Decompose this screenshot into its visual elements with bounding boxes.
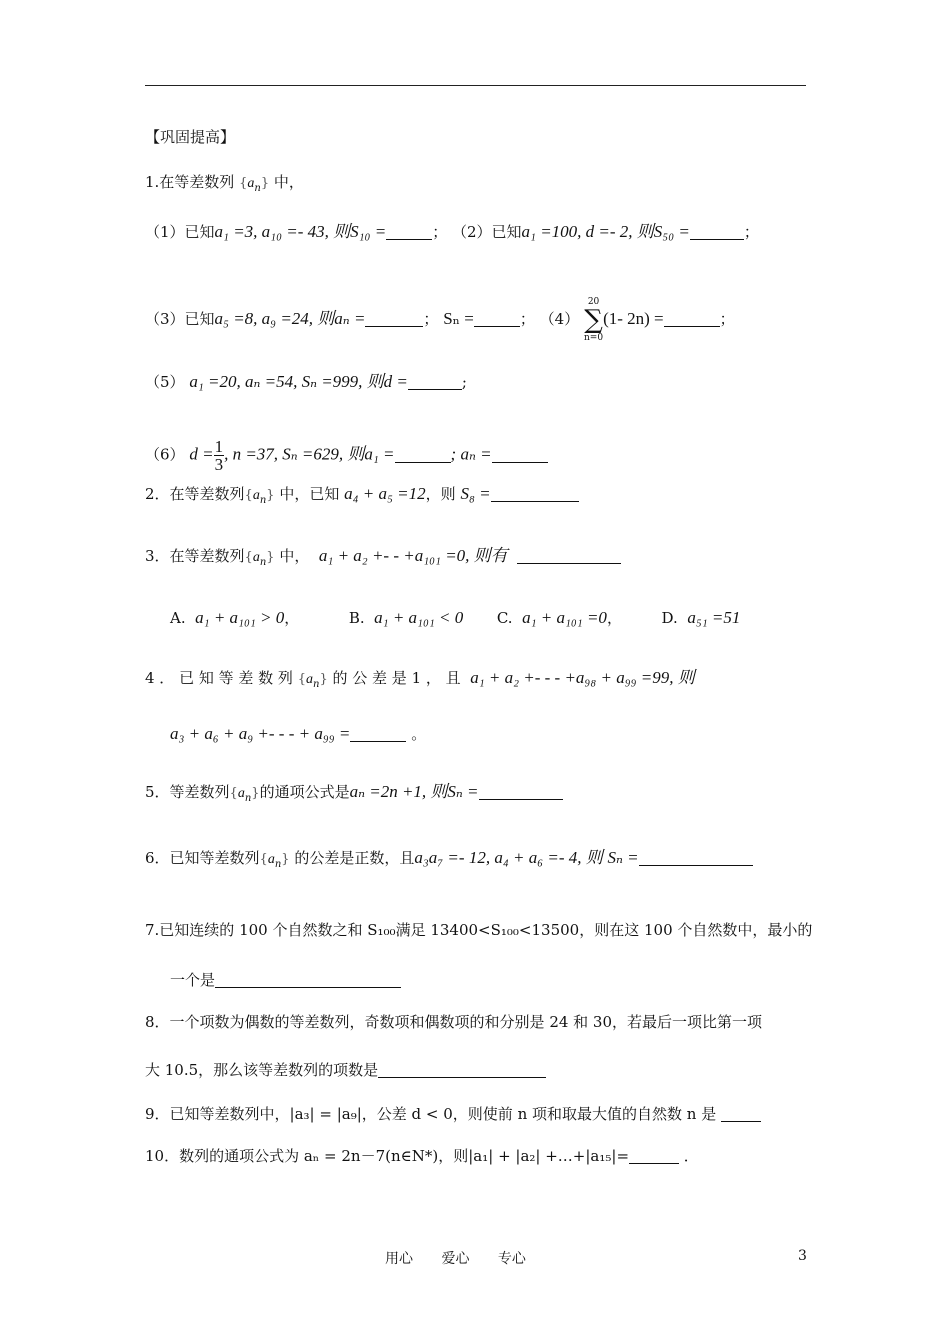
question-4-line-2: a₃ + a₆ + a₉ +- - - + a₉₉ = 。 — [170, 724, 427, 743]
answer-blank[interactable] — [664, 312, 720, 327]
answer-blank[interactable] — [721, 1107, 761, 1122]
question-1-part-3-4: （3）已知a₅ =8, a₉ =24, 则aₙ = ； Sₙ = ； （4） 20 ∑ n=0 (1- 2n) = ； — [145, 297, 735, 343]
option-c[interactable]: C. a₁ + a₁₀₁ =0， — [496, 608, 622, 627]
question-3: 3．在等差数列$\{a_n\}$ 中， a₁ + a₂ +- - +a₁₀₁ =0, 则有 — [145, 546, 621, 568]
answer-blank[interactable] — [492, 448, 548, 463]
answer-blank[interactable] — [395, 448, 451, 463]
question-1-part-6: （6） d = $\frac{1}{3}$, n =37, Sₙ =629, 则a₁ = ; aₙ = — [145, 438, 548, 473]
answer-blank[interactable] — [350, 727, 406, 742]
page-number: 3 — [798, 1248, 807, 1264]
answer-blank[interactable] — [629, 1149, 679, 1164]
answer-blank[interactable] — [690, 225, 744, 240]
question-5: 5．等差数列$\{a_n\}$的通项公式是aₙ =2n +1, 则Sₙ = — [145, 782, 563, 804]
summation-symbol: 20 ∑ n=0 — [584, 297, 604, 343]
question-7-line-2: 一个是 — [170, 970, 401, 990]
question-8: 8．一个项数为偶数的等差数列，奇数项和偶数项的和分别是 24 和 30，若最后一项比第一项 — [145, 1013, 763, 1031]
answer-blank[interactable] — [378, 1063, 546, 1078]
option-d[interactable]: D. a₅₁ =51 — [661, 608, 741, 627]
answer-blank[interactable] — [491, 487, 579, 502]
question-1-intro: 1.在等差数列 $\{a_n\}$ 中， — [145, 173, 304, 194]
sequence-brace: { — [239, 176, 248, 191]
answer-blank[interactable] — [408, 375, 462, 390]
answer-blank[interactable] — [386, 225, 432, 240]
answer-blank[interactable] — [517, 549, 621, 564]
answer-blank[interactable] — [639, 851, 753, 866]
answer-blank[interactable] — [365, 312, 423, 327]
question-10: 10．数列的通项公式为 aₙ = 2n－7(n∈N*)，则|a₁| + |a₂| +…+|a₁₅|= ． — [145, 1147, 699, 1165]
option-a[interactable]: A. a₁ + a₁₀₁ > 0， — [170, 608, 300, 627]
question-1-part-5: （5） a₁ =20, aₙ =54, Sₙ =999, 则d = ; — [145, 372, 467, 391]
answer-blank[interactable] — [215, 973, 401, 988]
question-7: 7.已知连续的 100 个自然数之和 S₁₀₀满足 13400<S₁₀₀<13500，则在这 100 个自然数中，最小的 — [145, 921, 813, 939]
question-3-options — [170, 608, 740, 628]
question-4: 4 ． 已 知 等 差 数 列 $\{a_n\}$ 的 公 差 是 1 ， 且 a₁ + a₂ +- - - +a₉₈ + a₉₉ =99, 则 — [145, 668, 695, 690]
answer-blank[interactable] — [479, 785, 563, 800]
question-1-part-1-2: （1）已知a₁ =3, a₁₀ =- 43, 则S₁₀ = ； （2）已知a₁ =100, d =- 2, 则S₅₀ = ； — [145, 222, 759, 241]
header-rule — [145, 85, 806, 86]
question-2: 2．在等差数列$\{a_n\}$ 中，已知 a₄ + a₅ =12，则 S₈ = — [145, 484, 579, 506]
question-6: 6．已知等差数列$\{a_n\}$ 的公差是正数，且a₃a₇ =- 12, a₄ + a₆ =- 4, 则 Sₙ = — [145, 848, 753, 870]
option-b[interactable]: B. a₁ + a₁₀₁ < 0 — [348, 608, 464, 627]
answer-blank[interactable] — [474, 312, 520, 327]
question-8-line-2: 大 10.5，那么该等差数列的项数是 — [145, 1060, 546, 1080]
footer-motto: 用心 爱心 专心 — [385, 1251, 526, 1267]
section-title: 【巩固提高】 — [145, 128, 236, 146]
question-9: 9．已知等差数列中，|a₃| = |a₉|，公差 d < 0，则使前 n 项和取最大值的自然数 n 是 — [145, 1104, 761, 1124]
fraction: $\frac{1}{3}$ — [214, 437, 224, 474]
